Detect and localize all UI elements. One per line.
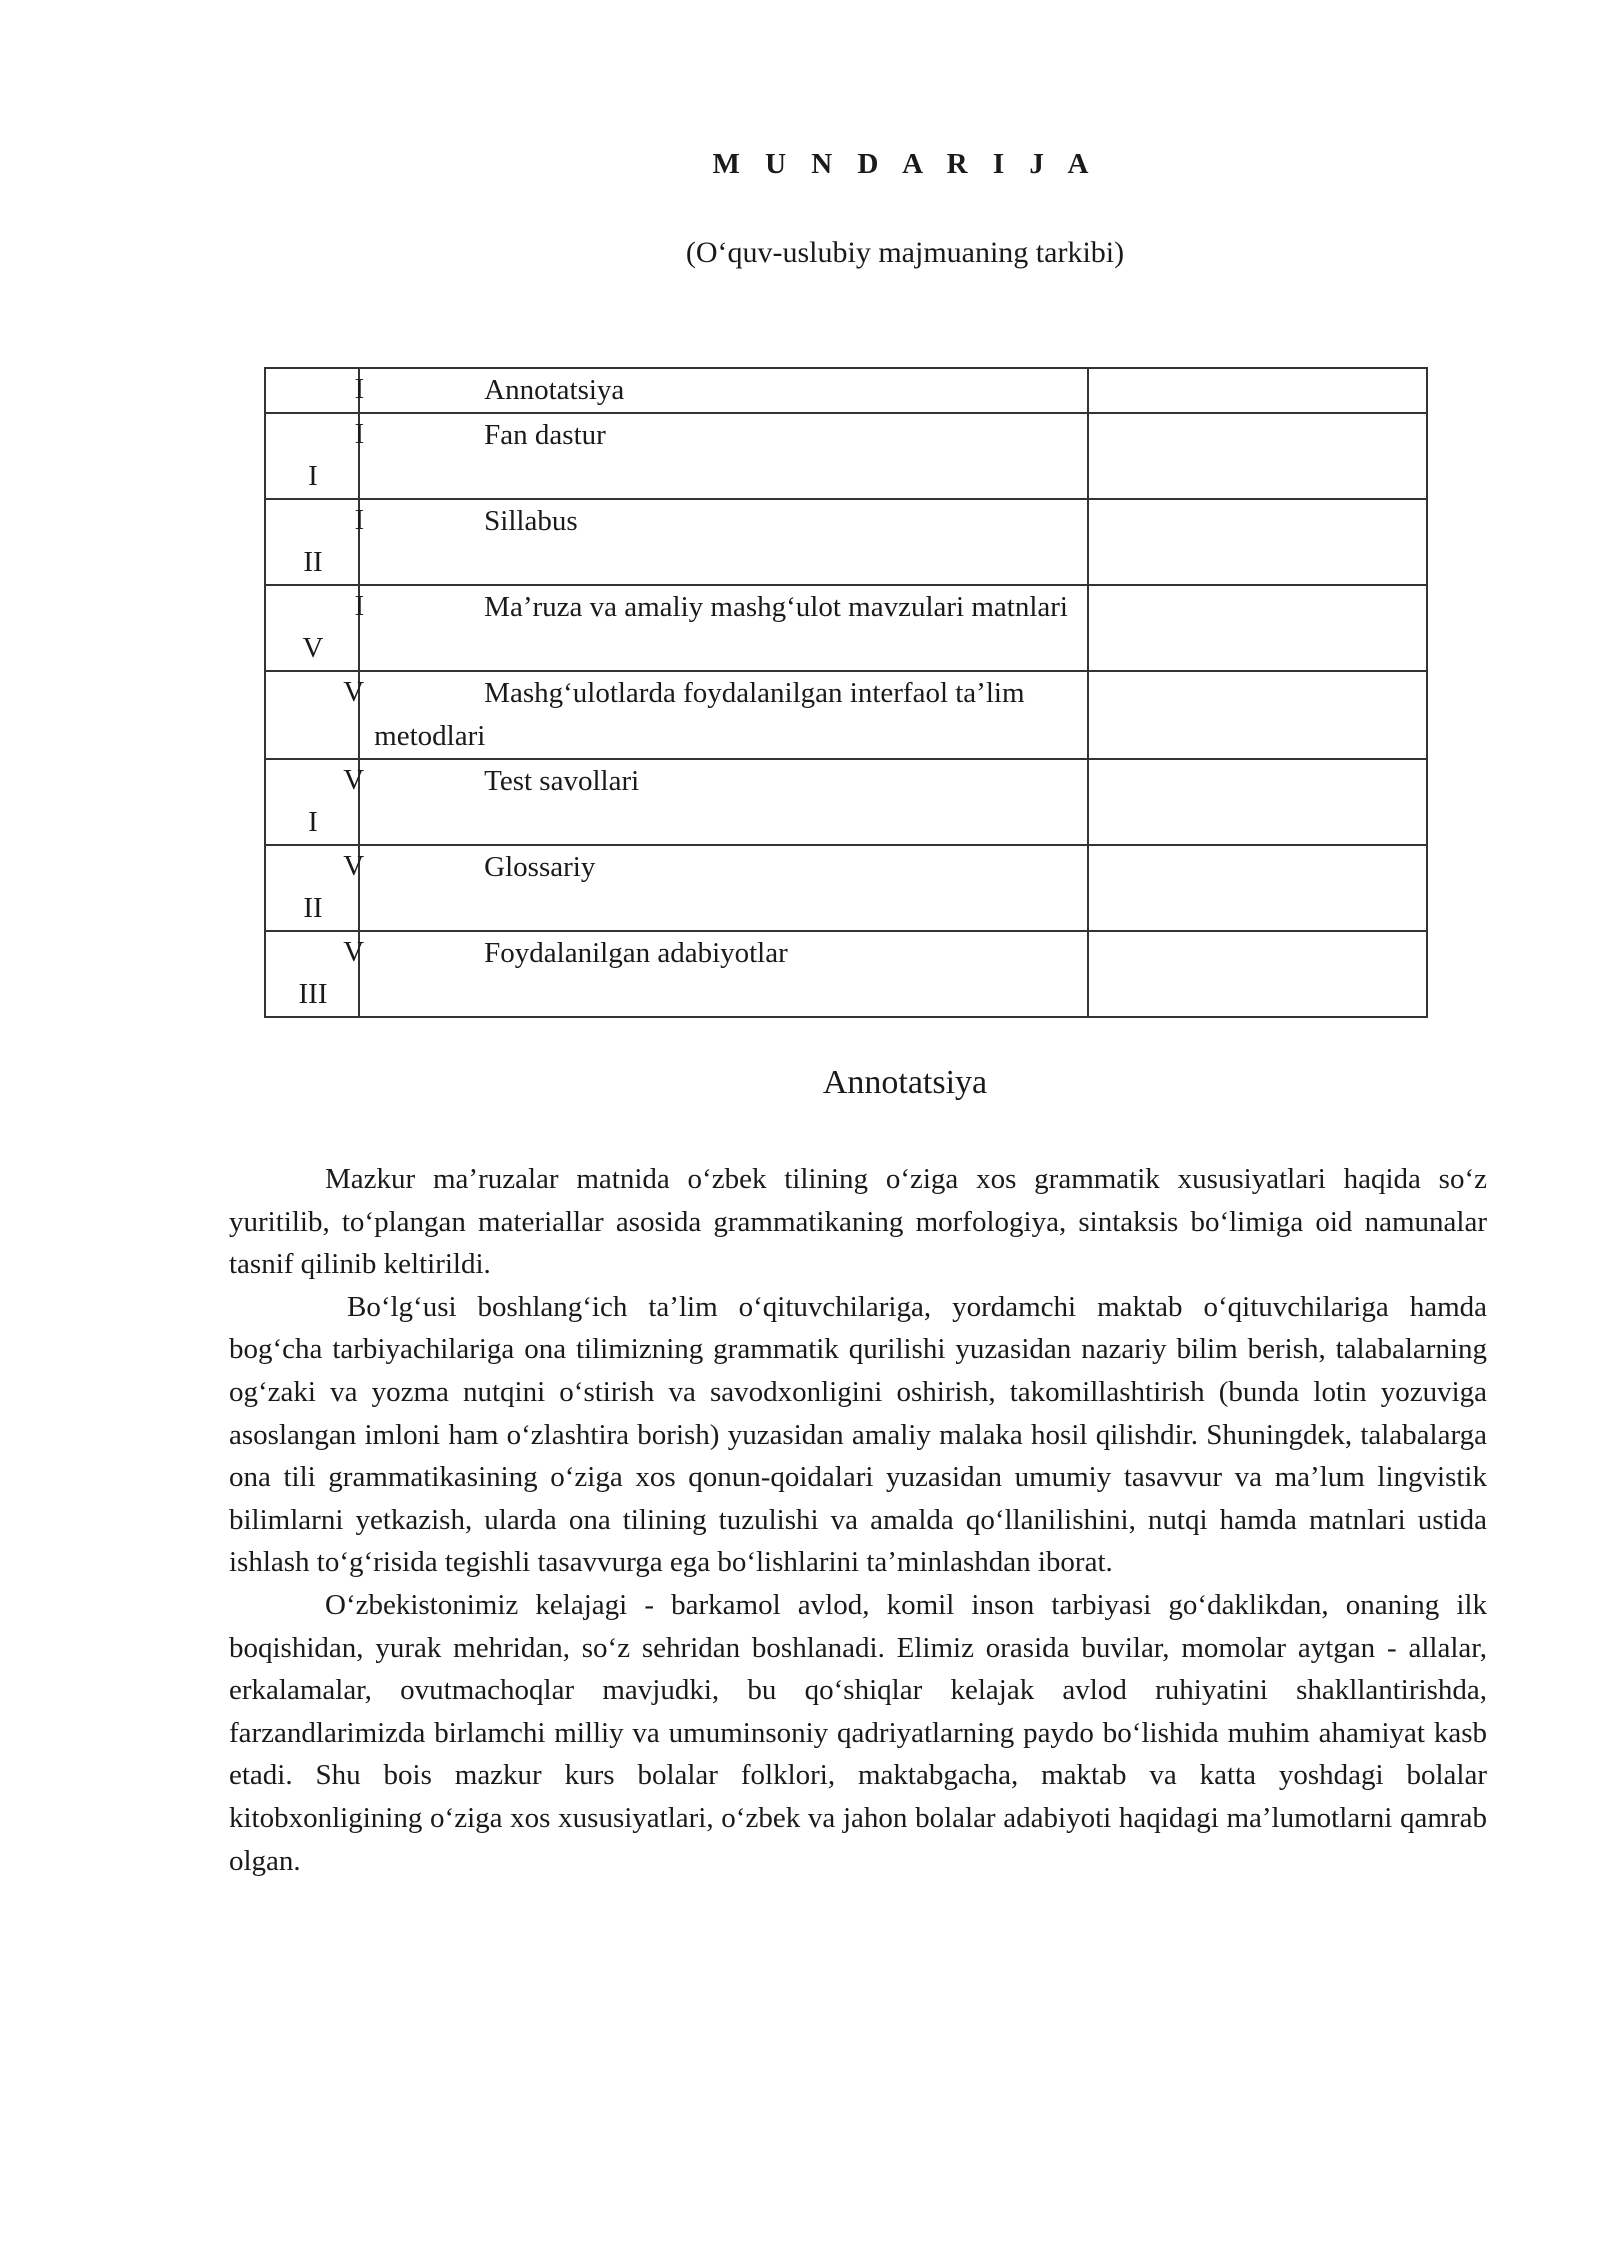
table-row xyxy=(265,671,1427,759)
toc-page-cell xyxy=(1088,413,1427,499)
table-row xyxy=(265,845,1427,931)
table-row xyxy=(265,759,1427,845)
toc-title: Mashg‘ulotlarda foydalanilgan interfaol ta’lim metodlari xyxy=(374,677,1025,752)
table-row xyxy=(265,413,1427,499)
toc-title: Glossariy xyxy=(484,851,596,883)
toc-number-cell xyxy=(265,759,365,845)
toc-number-cell xyxy=(265,585,365,671)
toc-number-bottom: II xyxy=(303,892,323,924)
toc-title-cell xyxy=(359,413,1088,499)
table-row xyxy=(265,931,1427,1017)
toc-number-cell xyxy=(265,368,365,413)
contents-table xyxy=(264,367,1428,1018)
toc-number-top: I xyxy=(354,373,365,405)
paragraph: Bo‘lg‘usi boshlang‘ich ta’lim o‘qituvchilariga, yordamchi maktab o‘qituvchilariga hamda bog‘cha tarbiyachilariga ona tilimizning grammatik qurilishi yuzasidan nazariy bilim berish, talabalarning og‘zaki va yozma nutqini o‘stirish va savodxonligini oshirish, takomillashtirish (bunda lotin yozuviga asoslangan imloni ham o‘zlashtira borish) yuzasidan amaliy malaka hosil qilishdir. Shuningdek, talabalarga ona tili grammatikasining o‘ziga xos qonun-qoidalari yuzasidan umumiy tasavvur va ma’lum lingvistik bilimlarni yetkazish, ularda ona tilining tuzulishi va amalda qo‘llanilishini, nutqi hamda matnlari ustida ishlash to‘g‘risida tegishli tasavvurga ega bo‘lishlarini ta’minlashdan iborat. xyxy=(229,1290,1487,1579)
toc-number-bottom: III xyxy=(298,978,328,1010)
toc-number-cell xyxy=(265,671,365,759)
toc-title-cell xyxy=(359,368,1088,413)
paragraph: O‘zbekistonimiz kelajagi - barkamol avlod, komil inson tarbiyasi go‘daklikdan, onaning ilk boqishidan, yurak mehridan, so‘z sehridan boshlanadi. Elimiz orasida buvilar, momolar aytgan - allalar, erkalamalar, ovutmachoqlar mavjudki, bu qo‘shiqlar kelajak avlod ruhiyatini shakllantirishda, farzandlarimizda birlamchi milliy va umuminsoniy qadriyatlarning paydo bo‘lishida muhim ahamiyat kasb etadi. Shu bois mazkur kurs bolalar folklori, maktabgacha, maktab va katta yoshdagi bolalar kitobxonligining o‘ziga xos xususiyatlari, o‘zbek va jahon bolalar adabiyoti haqidagi ma’lumotlarni qamrab olgan. xyxy=(229,1588,1487,1877)
toc-page-cell xyxy=(1088,845,1427,931)
toc-page-cell xyxy=(1088,671,1427,759)
section-title: Annotatsiya xyxy=(822,1064,988,1101)
toc-number-top: V xyxy=(343,850,365,882)
toc-number-top: I xyxy=(354,418,365,450)
toc-number-top: I xyxy=(354,590,365,622)
toc-page-cell xyxy=(1088,759,1427,845)
toc-title: Sillabus xyxy=(484,505,578,537)
toc-title: Fan dastur xyxy=(484,419,606,451)
toc-number-top: V xyxy=(343,676,365,708)
toc-number-cell xyxy=(265,845,365,931)
toc-page-cell xyxy=(1088,499,1427,585)
table-row xyxy=(265,499,1427,585)
toc-number-top: I xyxy=(354,504,365,536)
toc-number-bottom: I xyxy=(308,806,318,838)
paragraph: Mazkur ma’ruzalar matnida o‘zbek tilining o‘ziga xos grammatik xususiyatlari haqida so‘z yuritilib, to‘plangan materiallar asosida grammatikaning morfologiya, sintaksis bo‘limiga oid namunalar tasnif qilinib keltirildi. xyxy=(229,1163,1487,1281)
toc-page-cell xyxy=(1088,931,1427,1017)
toc-title: Annotatsiya xyxy=(484,374,625,406)
toc-title: Foydalanilgan adabiyotlar xyxy=(484,937,788,969)
toc-number-bottom: I xyxy=(308,460,318,492)
page-subtitle: (O‘quv-uslubiy majmuaning tarkibi) xyxy=(685,236,1125,269)
toc-title-cell xyxy=(359,499,1088,585)
toc-number-bottom: V xyxy=(302,632,324,664)
table-row xyxy=(265,585,1427,671)
toc-title-cell xyxy=(359,845,1088,931)
toc-number-top: V xyxy=(343,764,365,796)
toc-number-cell xyxy=(265,413,365,499)
toc-number-cell xyxy=(265,931,365,1017)
annotation-body xyxy=(229,1158,1487,1882)
toc-number-bottom: II xyxy=(303,546,323,578)
toc-title: Test savollari xyxy=(484,765,640,797)
toc-page-cell xyxy=(1088,368,1427,413)
table-row xyxy=(265,368,1427,413)
toc-title-cell xyxy=(359,585,1088,671)
toc-page-cell xyxy=(1088,585,1427,671)
toc-number-cell xyxy=(265,499,365,585)
toc-title-cell xyxy=(359,931,1088,1017)
page-title: M U N D A R I J A xyxy=(712,148,1098,180)
toc-title: Ma’ruza va amaliy mashg‘ulot mavzulari matnlari xyxy=(484,591,1068,623)
toc-number-top: V xyxy=(343,936,365,968)
toc-title-cell xyxy=(359,671,1088,759)
toc-title-cell xyxy=(359,759,1088,845)
